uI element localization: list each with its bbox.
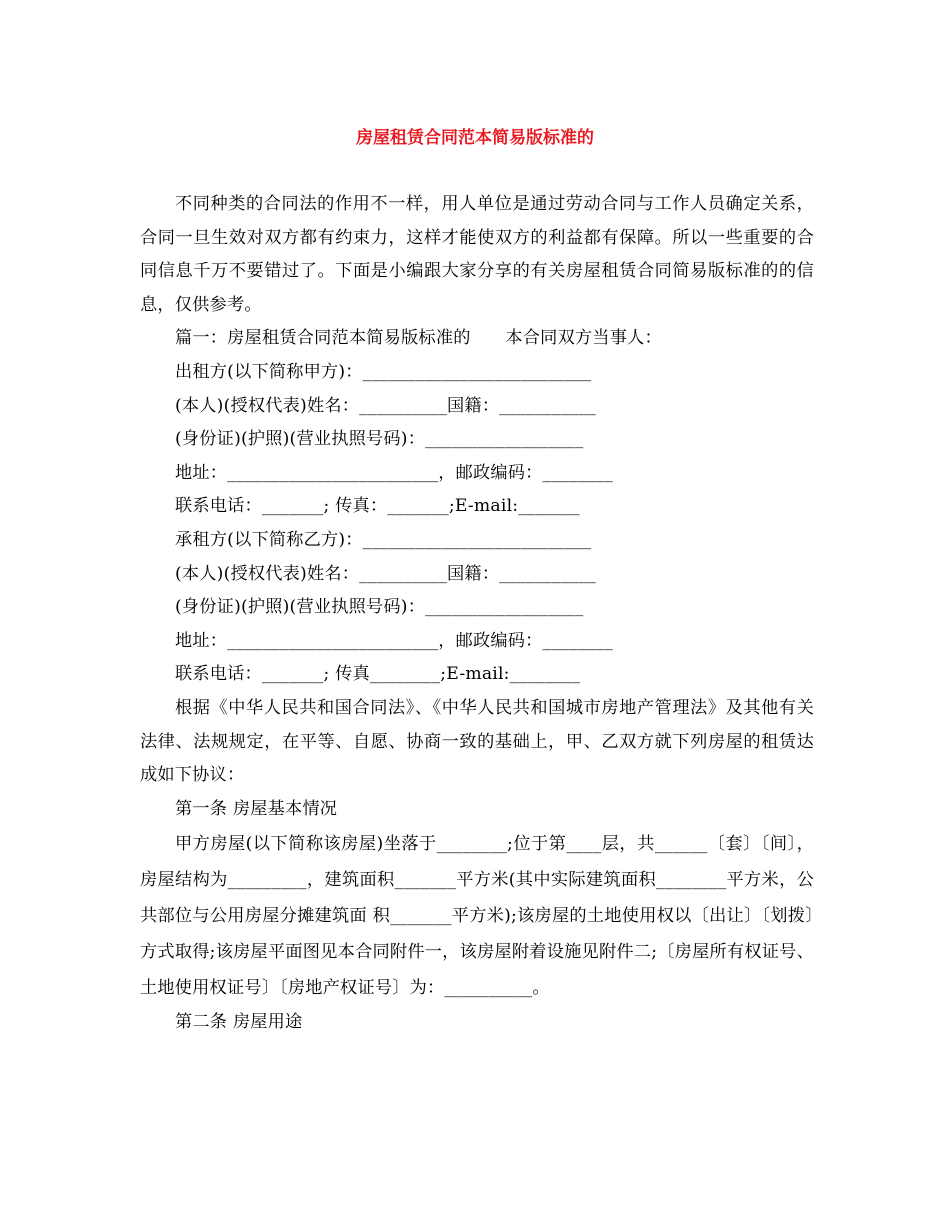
article-2-heading: 第二条 房屋用途 bbox=[175, 1012, 303, 1033]
lessor-name-line: 出租方(以下简称甲方)：__________________________ bbox=[175, 361, 592, 382]
article-1-heading: 第一条 房屋基本情况 bbox=[175, 798, 338, 819]
section-heading: 篇一：房屋租赁合同范本简易版标准的 本合同双方当事人： bbox=[175, 328, 662, 349]
lessee-address-line: 地址：________________________，邮政编码：________ bbox=[175, 630, 613, 651]
lessee-contact-line: 联系电话：_______; 传真________;E-mail:________ bbox=[175, 664, 581, 685]
lessee-name-line: 承租方(以下简称乙方)：__________________________ bbox=[175, 529, 592, 550]
lessor-representative-line: (本人)(授权代表)姓名：__________国籍：___________ bbox=[175, 395, 596, 416]
intro-paragraph: 不同种类的合同法的作用不一样，用人单位是通过劳动合同与工作人员确定关系，合同一旦生效对双方都有约束力，这样才能使双方的利益都有保障。所以一些重要的合同信息千万不要错过了。下面是小编跟大家分享的有关房屋租赁合同简易版标准的的信息，仅供参考。 bbox=[140, 194, 814, 315]
basis-paragraph: 根据《中华人民共和国合同法》、《中华人民共和国城市房地产管理法》及其他有关法律、法规规定，在平等、自愿、协商一致的基础上，甲、乙双方就下列房屋的租赁达成如下协议： bbox=[140, 697, 814, 786]
document-body bbox=[140, 188, 814, 1040]
lessor-address-line: 地址：________________________，邮政编码：________ bbox=[175, 462, 613, 483]
lessor-contact-line: 联系电话：_______; 传真：_______;E-mail:_______ bbox=[175, 496, 580, 517]
lessee-representative-line: (本人)(授权代表)姓名：__________国籍：___________ bbox=[175, 563, 596, 584]
article-1-body: 甲方房屋(以下简称该房屋)坐落于________;位于第____层，共______〔套〕〔间〕，房屋结构为_________，建筑面积_______平方米(其中实际建筑面积________平方米，公共部位与公用房屋分摊建筑面 积_______平方米);该房屋的土地使用权以〔出让〕〔划拨〕方式取得;该房屋平面图见本合同附件一，该房屋附着设施见附件二;〔房屋所有权证号、土地使用权证号〕〔房地产权证号〕为：__________。 bbox=[140, 834, 814, 999]
document-title: 房屋租赁合同范本简易版标准的 bbox=[356, 128, 594, 148]
lessee-id-line: (身份证)(护照)(营业执照号码)：__________________ bbox=[175, 597, 584, 618]
lessor-id-line: (身份证)(护照)(营业执照号码)：__________________ bbox=[175, 429, 584, 450]
